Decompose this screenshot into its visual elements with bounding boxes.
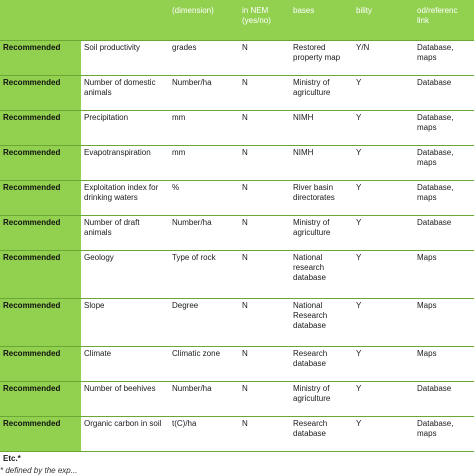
cell-status: Recommended: [0, 381, 81, 416]
header-availability: bility: [356, 6, 373, 15]
cell-availability: Y: [353, 75, 414, 110]
cell-availability: Y/N: [353, 40, 414, 75]
cell-nem: N: [239, 250, 290, 298]
header-nem: in NEM (yes/no): [242, 6, 271, 25]
cell-nem: N: [239, 180, 290, 215]
cell-status: Recommended: [0, 110, 81, 145]
etc-label: Etc.*: [0, 451, 81, 469]
table-row: [0, 145, 474, 180]
cell-availability: Y: [353, 110, 414, 145]
cell-source: National research database: [290, 250, 353, 298]
header-source: bases: [293, 6, 315, 15]
cell-method: Maps: [414, 250, 474, 298]
cell-status: Recommended: [0, 145, 81, 180]
cell-source: NIMH: [290, 110, 353, 145]
cell-unit: mm: [169, 145, 239, 180]
cell-indicator: Organic carbon in soil: [81, 416, 169, 451]
cell-status: Recommended: [0, 346, 81, 381]
cell-availability: Y: [353, 416, 414, 451]
cell-nem: N: [239, 416, 290, 451]
cell-unit: grades: [169, 40, 239, 75]
cell-indicator: Geology: [81, 250, 169, 298]
cell-nem: N: [239, 215, 290, 250]
cell-availability: Y: [353, 145, 414, 180]
cell-unit: mm: [169, 110, 239, 145]
etc-empty-cell: [169, 451, 239, 469]
cell-method: Maps: [414, 346, 474, 381]
table-row: [0, 250, 474, 298]
etc-empty-cell: [290, 451, 353, 469]
cell-nem: N: [239, 346, 290, 381]
cell-indicator: Evapotranspiration: [81, 145, 169, 180]
cell-indicator: Number of beehives: [81, 381, 169, 416]
cell-method: Database: [414, 75, 474, 110]
table-row: [0, 381, 474, 416]
table-row: [0, 75, 474, 110]
cell-source: Ministry of agriculture: [290, 381, 353, 416]
cell-unit: Type of rock: [169, 250, 239, 298]
cell-method: Database, maps: [414, 110, 474, 145]
cell-status: Recommended: [0, 250, 81, 298]
table-row: [0, 215, 474, 250]
cell-unit: Number/ha: [169, 215, 239, 250]
cell-source: Ministry of agriculture: [290, 215, 353, 250]
cell-source: NIMH: [290, 145, 353, 180]
cell-nem: N: [239, 298, 290, 346]
cell-status: Recommended: [0, 40, 81, 75]
cell-source: Restored property map: [290, 40, 353, 75]
cell-status: Recommended: [0, 75, 81, 110]
etc-empty-cell: [81, 451, 169, 469]
header-unit: (dimension): [172, 6, 214, 15]
cell-source: Research database: [290, 346, 353, 381]
table-row: [0, 298, 474, 346]
table-row: [0, 180, 474, 215]
cell-method: Database, maps: [414, 180, 474, 215]
cell-availability: Y: [353, 250, 414, 298]
cell-source: Research database: [290, 416, 353, 451]
cell-indicator: Number of draft animals: [81, 215, 169, 250]
cell-indicator: Slope: [81, 298, 169, 346]
table-row: [0, 346, 474, 381]
cell-method: Database: [414, 381, 474, 416]
table-row: [0, 40, 474, 75]
cell-availability: Y: [353, 215, 414, 250]
cell-source: Ministry of agriculture: [290, 75, 353, 110]
etc-empty-cell: [239, 451, 290, 469]
header-method: od/referenc link: [417, 6, 458, 25]
header-indicator: [81, 0, 169, 40]
cell-unit: Number/ha: [169, 75, 239, 110]
cell-status: Recommended: [0, 215, 81, 250]
cell-status: Recommended: [0, 416, 81, 451]
table-row: [0, 416, 474, 451]
header-status: [0, 0, 81, 40]
cell-nem: N: [239, 75, 290, 110]
cell-unit: t(C)/ha: [169, 416, 239, 451]
cell-availability: Y: [353, 381, 414, 416]
cell-availability: Y: [353, 346, 414, 381]
cell-unit: Number/ha: [169, 381, 239, 416]
table-header-row: [0, 0, 474, 40]
cell-indicator: Climate: [81, 346, 169, 381]
cell-unit: Degree: [169, 298, 239, 346]
etc-empty-cell: [414, 451, 474, 469]
cell-unit: %: [169, 180, 239, 215]
cell-method: Maps: [414, 298, 474, 346]
table-row: [0, 110, 474, 145]
cell-availability: Y: [353, 298, 414, 346]
footnote: * defined by the exp...: [0, 466, 78, 475]
cell-nem: N: [239, 40, 290, 75]
etc-empty-cell: [353, 451, 414, 469]
cell-indicator: Soil productivity: [81, 40, 169, 75]
cell-method: Database, maps: [414, 416, 474, 451]
cell-nem: N: [239, 145, 290, 180]
cell-method: Database, maps: [414, 145, 474, 180]
cell-method: Database: [414, 215, 474, 250]
cell-source: National Research database: [290, 298, 353, 346]
cell-method: Database, maps: [414, 40, 474, 75]
cell-indicator: Exploitation index for drinking waters: [81, 180, 169, 215]
cell-indicator: Number of domestic animals: [81, 75, 169, 110]
cell-nem: N: [239, 110, 290, 145]
cell-unit: Climatic zone: [169, 346, 239, 381]
cell-indicator: Precipitation: [81, 110, 169, 145]
cell-availability: Y: [353, 180, 414, 215]
cell-status: Recommended: [0, 180, 81, 215]
cell-status: Recommended: [0, 298, 81, 346]
cell-source: River basin directorates: [290, 180, 353, 215]
cell-nem: N: [239, 381, 290, 416]
